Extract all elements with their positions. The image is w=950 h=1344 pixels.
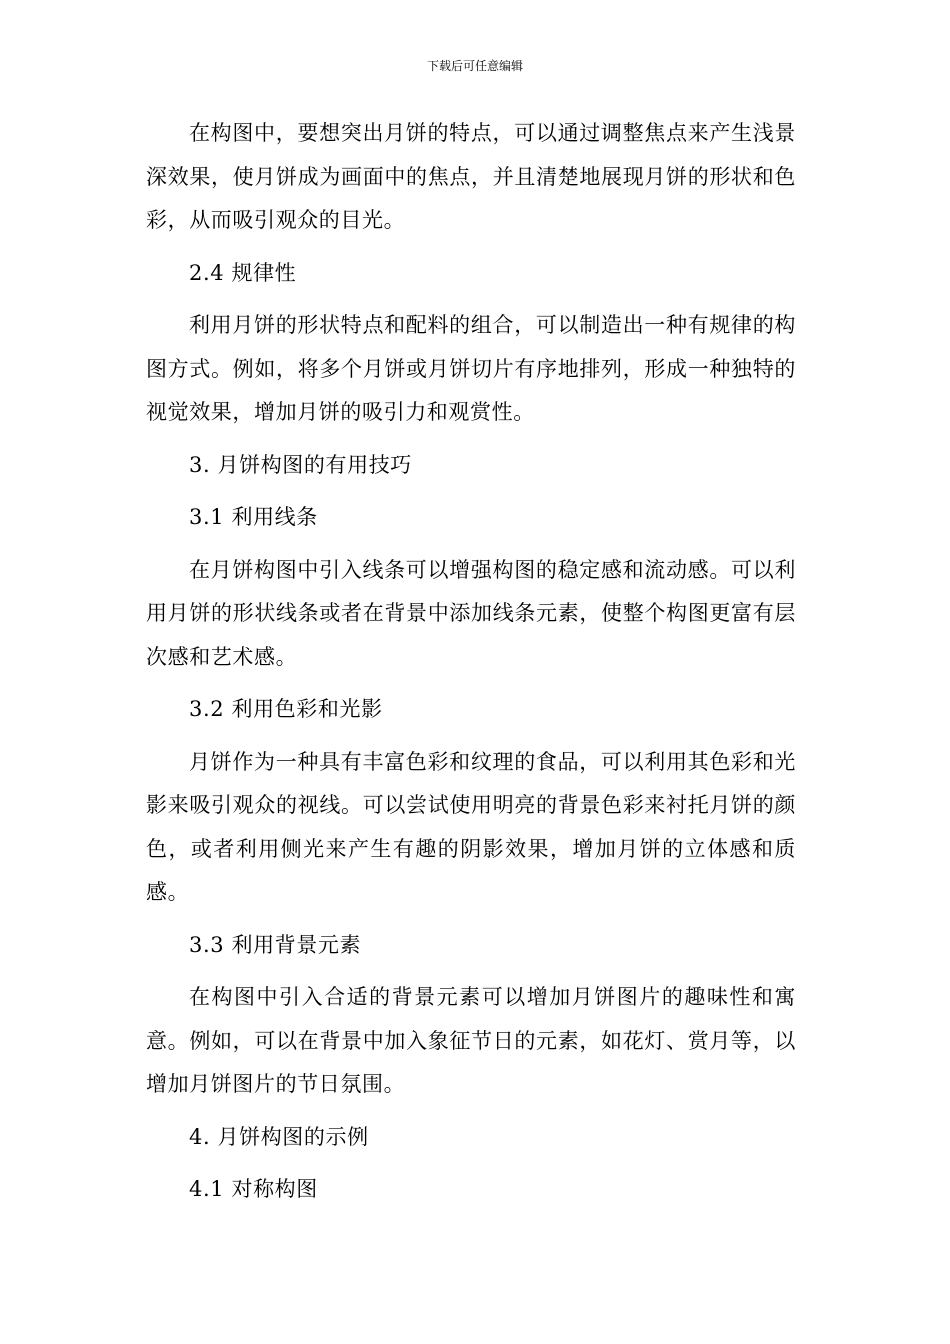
section-heading: 2.4 规律性 [189, 260, 297, 285]
body-paragraph: 在构图中引入合适的背景元素可以增加月饼图片的趣味性和寓意。例如，可以在背景中加入象征节日的元素，如花灯、赏月等，以增加月饼图片的节日氛围。 [146, 985, 796, 1096]
section-heading: 3. 月饼构图的有用技巧 [189, 452, 412, 477]
section-heading: 3.2 利用色彩和光影 [189, 697, 383, 721]
body-paragraph: 在构图中，要想突出月饼的特点，可以通过调整焦点来产生浅景深效果，使月饼成为画面中的焦点，并且清楚地展现月饼的形状和色彩，从而吸引观众的目光。 [146, 121, 796, 232]
body-paragraph: 月饼作为一种具有丰富色彩和纹理的食品，可以利用其色彩和光影来吸引观众的视线。可以尝试使用明亮的背景色彩来衬托月饼的颜色，或者利用侧光来产生有趣的阴影效果，增加月饼的立体感和质感。 [146, 749, 796, 904]
page-header: 下载后可任意编辑 [426, 59, 523, 73]
section-heading: 4.1 对称构图 [189, 1177, 318, 1201]
section-heading: 3.1 利用线条 [189, 505, 318, 529]
section-heading: 4. 月饼构图的示例 [189, 1124, 369, 1149]
document-body [146, 112, 796, 1221]
section-heading: 3.3 利用背景元素 [189, 932, 362, 957]
body-paragraph: 在月饼构图中引入线条可以增强构图的稳定感和流动感。可以利用月饼的形状线条或者在背景中添加线条元素，使整个构图更富有层次感和艺术感。 [146, 557, 796, 669]
body-paragraph: 利用月饼的形状特点和配料的组合，可以制造出一种有规律的构图方式。例如，将多个月饼或月饼切片有序地排列，形成一种独特的视觉效果，增加月饼的吸引力和观赏性。 [146, 313, 796, 424]
